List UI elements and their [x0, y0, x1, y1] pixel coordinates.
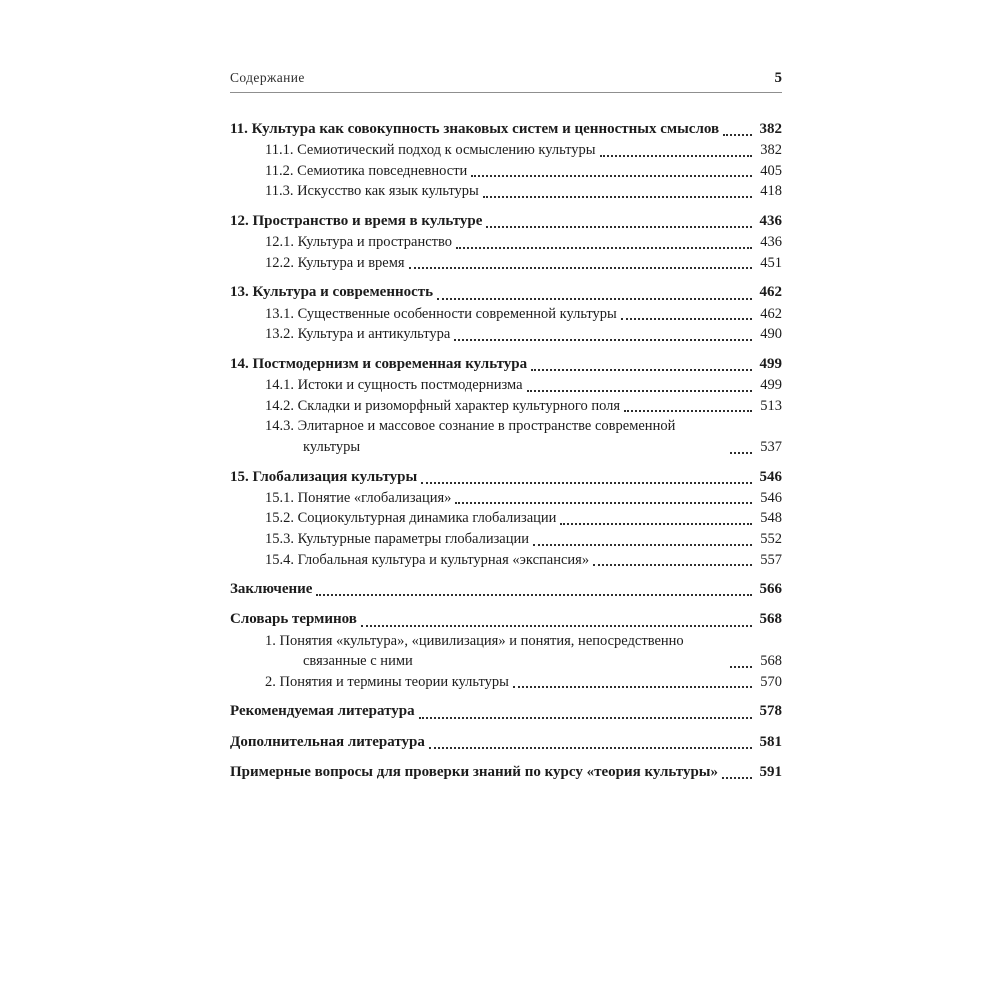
toc-entry	[230, 211, 782, 232]
toc-entry-title: 11.3. Искусство как язык культуры	[265, 183, 479, 200]
toc-entry-title: 15.3. Культурные параметры глобализации	[265, 531, 530, 547]
toc-entry-title: 13. Культура и современность	[230, 284, 434, 301]
toc-entry-page: 462	[760, 305, 782, 322]
toc-entry-page: 568	[760, 653, 782, 670]
toc-leader-dots	[723, 134, 752, 136]
toc-leader-dots	[419, 717, 752, 719]
toc-entry-title: 2. Понятия и термины теории культуры	[265, 673, 509, 690]
header-rule	[230, 92, 782, 93]
toc-entry-page: 552	[760, 531, 782, 547]
toc-entry-page: 382	[759, 121, 782, 137]
toc-entry	[230, 732, 782, 753]
toc-entry	[230, 529, 782, 550]
toc-entry	[230, 579, 782, 600]
toc-entry-title: 12.2. Культура и время	[265, 254, 405, 271]
toc-leader-dots	[560, 523, 752, 525]
toc-entry-title: 12.1. Культура и пространство	[265, 234, 452, 251]
toc-entry	[230, 375, 782, 396]
toc-entry-page: 436	[759, 213, 782, 230]
toc-entry-page: 499	[760, 377, 782, 394]
folio-page-number: 5	[774, 70, 782, 86]
toc-entry	[230, 354, 782, 375]
toc-entry-title: Заключение	[230, 581, 313, 598]
toc-leader-dots	[513, 686, 752, 688]
toc-entry-title: 12. Пространство и время в культуре	[230, 213, 483, 230]
page-content	[230, 70, 782, 783]
toc-entry-page: 513	[760, 397, 782, 414]
toc-entry-title: Примерные вопросы для проверки знаний по курсу «теория культуры»	[230, 764, 719, 781]
toc-entry-page: 436	[760, 234, 782, 251]
toc-entry	[230, 488, 782, 509]
toc-entry	[230, 762, 782, 783]
toc-list	[230, 119, 782, 783]
page-header	[230, 70, 782, 87]
toc-entry-title: Рекомендуемая литература	[230, 703, 415, 720]
toc-leader-dots	[455, 502, 752, 504]
toc-entry-title: 15.4. Глобальная культура и культурная «экспансия»	[265, 551, 590, 568]
toc-entry-title: 11. Культура как совокупность знаковых систем и ценностных смыслов	[230, 121, 720, 137]
toc-leader-dots	[454, 339, 752, 341]
toc-entry-title: 11.1. Семиотический подход к осмыслению культуры	[265, 142, 596, 159]
toc-entry-page: 490	[760, 326, 782, 343]
toc-entry-title: 14.3. Элитарное и массовое сознание в пространстве современной культуры	[265, 418, 676, 455]
toc-leader-dots	[483, 196, 752, 198]
toc-entry-title: 11.2. Семиотика повседневности	[265, 162, 468, 179]
toc-entry-page: 462	[759, 284, 782, 301]
toc-entry	[230, 467, 782, 488]
toc-leader-dots	[421, 482, 752, 484]
toc-entry-page: 591	[759, 764, 782, 781]
toc-entry-page: 499	[759, 355, 782, 372]
toc-entry	[230, 416, 782, 457]
toc-entry-page: 581	[759, 733, 782, 750]
toc-leader-dots	[722, 777, 752, 779]
toc-entry	[230, 181, 782, 202]
toc-leader-dots	[531, 369, 752, 371]
toc-entry-title: 13.2. Культура и антикультура	[265, 326, 451, 343]
toc-entry-page: 451	[760, 254, 782, 271]
toc-entry	[230, 672, 782, 693]
toc-entry	[230, 253, 782, 274]
toc-entry-title: Словарь терминов	[230, 611, 357, 628]
toc-entry	[230, 282, 782, 303]
toc-entry-title: Дополнительная литература	[230, 733, 425, 750]
toc-leader-dots	[624, 410, 752, 412]
toc-leader-dots	[471, 175, 752, 177]
toc-entry	[230, 232, 782, 253]
toc-entry	[230, 140, 782, 161]
toc-leader-dots	[621, 318, 752, 320]
toc-leader-dots	[486, 226, 752, 228]
toc-entry-title: 13.1. Существенные особенности современной культуры	[265, 305, 617, 322]
toc-entry	[230, 508, 782, 529]
toc-entry-page: 566	[759, 581, 782, 598]
toc-entry-title: 15.1. Понятие «глобализация»	[265, 489, 452, 506]
toc-entry-title: 14.1. Истоки и сущность постмодернизма	[265, 377, 523, 394]
toc-entry-page: 546	[759, 468, 782, 485]
toc-leader-dots	[730, 666, 752, 668]
toc-entry-page: 382	[760, 142, 782, 159]
toc-entry	[230, 324, 782, 345]
toc-leader-dots	[361, 625, 752, 627]
toc-leader-dots	[527, 390, 752, 392]
toc-entry-page: 557	[760, 551, 782, 568]
toc-entry-page: 537	[760, 438, 782, 455]
toc-leader-dots	[437, 298, 752, 300]
toc-entry-title: 15.2. Социокультурная динамика глобализации	[265, 510, 557, 527]
toc-entry-page: 405	[760, 162, 782, 179]
toc-entry	[230, 304, 782, 325]
toc-leader-dots	[456, 247, 752, 249]
toc-entry-title: 14. Постмодернизм и современная культура	[230, 355, 528, 372]
running-head: Содержание	[230, 70, 305, 85]
toc-entry	[230, 550, 782, 571]
toc-entry	[230, 119, 782, 140]
toc-leader-dots	[730, 452, 752, 454]
toc-entry-page: 570	[760, 673, 782, 690]
toc-entry-page: 568	[759, 611, 782, 628]
toc-leader-dots	[429, 747, 752, 749]
toc-entry-page: 548	[760, 510, 782, 527]
toc-leader-dots	[593, 564, 752, 566]
toc-leader-dots	[600, 155, 752, 157]
toc-entry-page: 546	[760, 489, 782, 506]
toc-leader-dots	[409, 267, 752, 269]
toc-entry-page: 418	[760, 183, 782, 200]
toc-entry	[230, 161, 782, 182]
toc-entry-title: 14.2. Складки и ризоморфный характер культурного поля	[265, 397, 621, 414]
toc-leader-dots	[316, 594, 752, 596]
toc-entry	[230, 631, 782, 672]
toc-entry-title: 1. Понятия «культура», «цивилизация» и понятия, непосредственно связанные с ними	[265, 632, 684, 670]
toc-entry-title: 15. Глобализация культуры	[230, 468, 418, 485]
toc-leader-dots	[533, 544, 752, 546]
toc-entry	[230, 701, 782, 722]
toc-entry-page: 578	[759, 703, 782, 720]
toc-entry	[230, 609, 782, 630]
toc-entry	[230, 396, 782, 417]
